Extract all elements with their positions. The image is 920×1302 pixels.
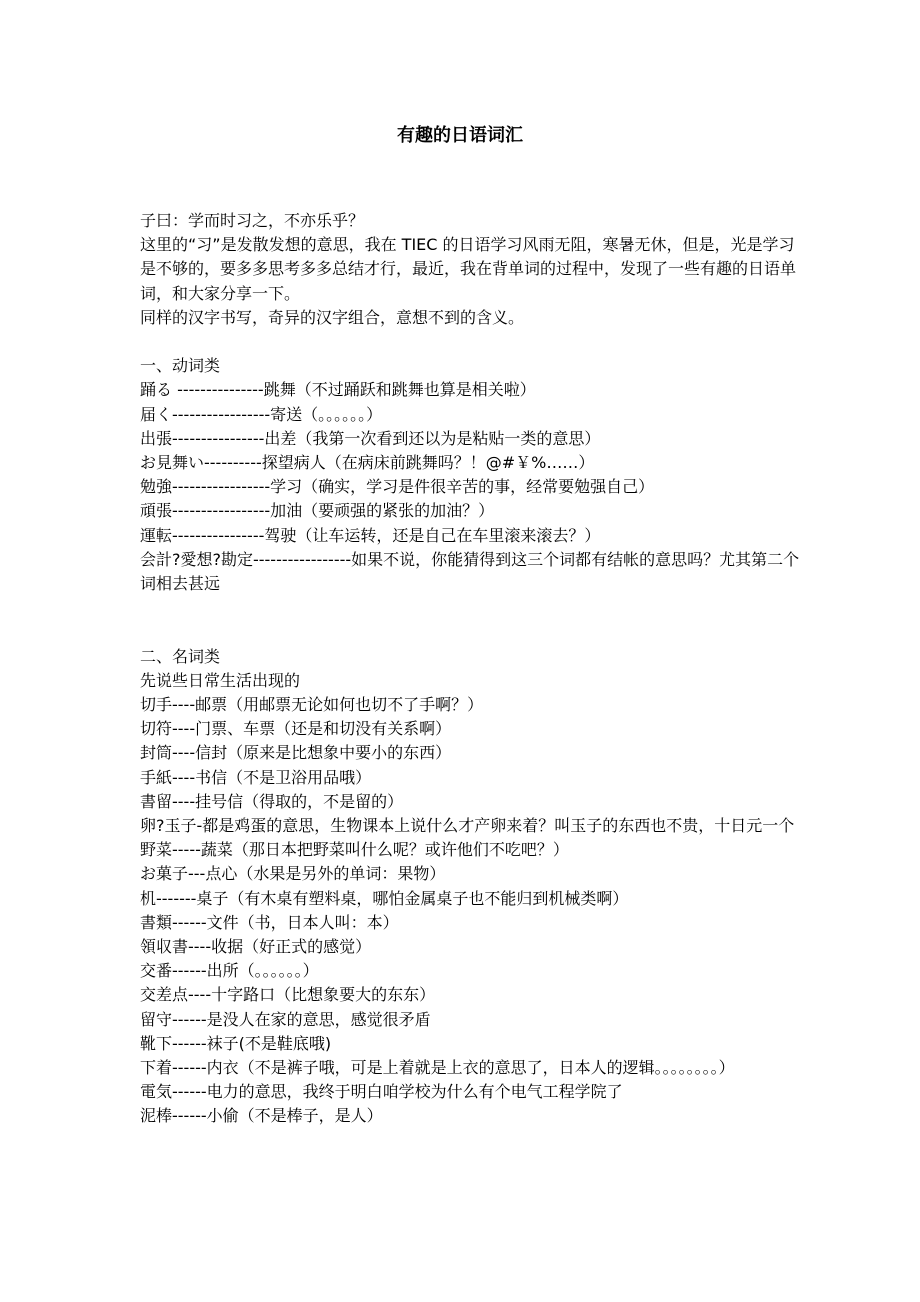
- verb-entry: 踊る ---------------跳舞（不过踊跃和跳舞也算是相关啦）: [140, 380, 536, 400]
- verb-entry: 会計?愛想?勘定-----------------如果不说，你能猜得到这三个词都有结帐的意思吗？尤其第二个词相去甚远: [140, 549, 800, 594]
- verb-entry: 勉強-----------------学习（确实，学习是件很辛苦的事，经常要勉强自己）: [140, 477, 655, 497]
- noun-entry: 切手----邮票（用邮票无论如何也切不了手啊？）: [140, 695, 484, 715]
- noun-entry: 机-------桌子（有木桌有塑料桌，哪怕金属桌子也不能归到机械类啊）: [140, 888, 629, 908]
- verb-entry: お見舞い----------探望病人（在病床前跳舞吗？！@#￥%……）: [140, 453, 595, 473]
- noun-entry: 書留----挂号信（得取的，不是留的）: [140, 791, 404, 811]
- noun-entry: 切符----门票、车票（还是和切没有关系啊）: [140, 719, 452, 739]
- noun-entry: お菓子---点心（水果是另外的单词：果物）: [140, 864, 446, 884]
- noun-entry: 交番------出所（。。。。。。）: [140, 961, 319, 981]
- noun-entry: 交差点----十字路口（比想象要大的东东）: [140, 985, 436, 1005]
- section-heading-nouns: 二、名词类: [140, 646, 221, 666]
- spacer: [140, 330, 800, 354]
- section-heading-verbs: 一、动词类: [140, 356, 221, 376]
- noun-entry: 手紙----书信（不是卫浴用品哦）: [140, 767, 372, 787]
- verb-entry: 頑張-----------------加油（要顽强的紧张的加油？）: [140, 501, 495, 521]
- document-title: 有趣的日语词汇: [397, 125, 523, 146]
- verb-entry: 運転----------------驾驶（让车运转，还是自己在车里滚来滚去？）: [140, 525, 601, 545]
- noun-entry: 野菜-----蔬菜（那日本把野菜叫什么呢？或许他们不吃吧？）: [140, 840, 569, 860]
- document-body: [140, 209, 800, 1129]
- noun-entry: 書類------文件（书，日本人叫：本）: [140, 912, 399, 932]
- noun-entry: 電気------电力的意思，我终于明白咱学校为什么有个电气工程学院了: [140, 1082, 623, 1102]
- intro-line: 同样的汉字书写，奇异的汉字组合，意想不到的含义。: [140, 307, 525, 327]
- verb-entry: 出張----------------出差（我第一次看到还以为是粘贴一类的意思）: [140, 428, 601, 448]
- noun-entry: 卵?玉子-都是鸡蛋的意思，生物课本上说什么才产卵来着？叫玉子的东西也不贵，十日元一个: [140, 816, 795, 836]
- section-subheading: 先说些日常生活出现的: [140, 670, 301, 690]
- noun-entry: 泥棒------小偷（不是棒子，是人）: [140, 1106, 383, 1126]
- verb-entry: 届く-----------------寄送（。。。。。。）: [140, 404, 383, 424]
- noun-entry: 封筒----信封（原来是比想象中要小的东西）: [140, 743, 452, 763]
- spacer: [140, 596, 800, 644]
- intro-paragraph: 这里的“习”是发散发想的意思，我在 TIEC 的日语学习风雨无阻，寒暑无休，但是，光是学习是不够的，要多多思考多多总结才行，最近，我在背单词的过程中，发现了一些有趣的日语单词，和大家分享一下。: [140, 235, 797, 303]
- noun-entry: 下着------内衣（不是裤子哦，可是上着就是上衣的意思了，日本人的逻辑。。。。。。。。）: [140, 1058, 735, 1078]
- noun-entry: 領収書----收据（好正式的感觉）: [140, 937, 372, 957]
- noun-entry: 靴下------袜子(不是鞋底哦): [140, 1033, 332, 1053]
- intro-line: 子曰：学而时习之，不亦乐乎？: [140, 211, 365, 230]
- noun-entry: 留守------是没人在家的意思，感觉很矛盾: [140, 1009, 431, 1029]
